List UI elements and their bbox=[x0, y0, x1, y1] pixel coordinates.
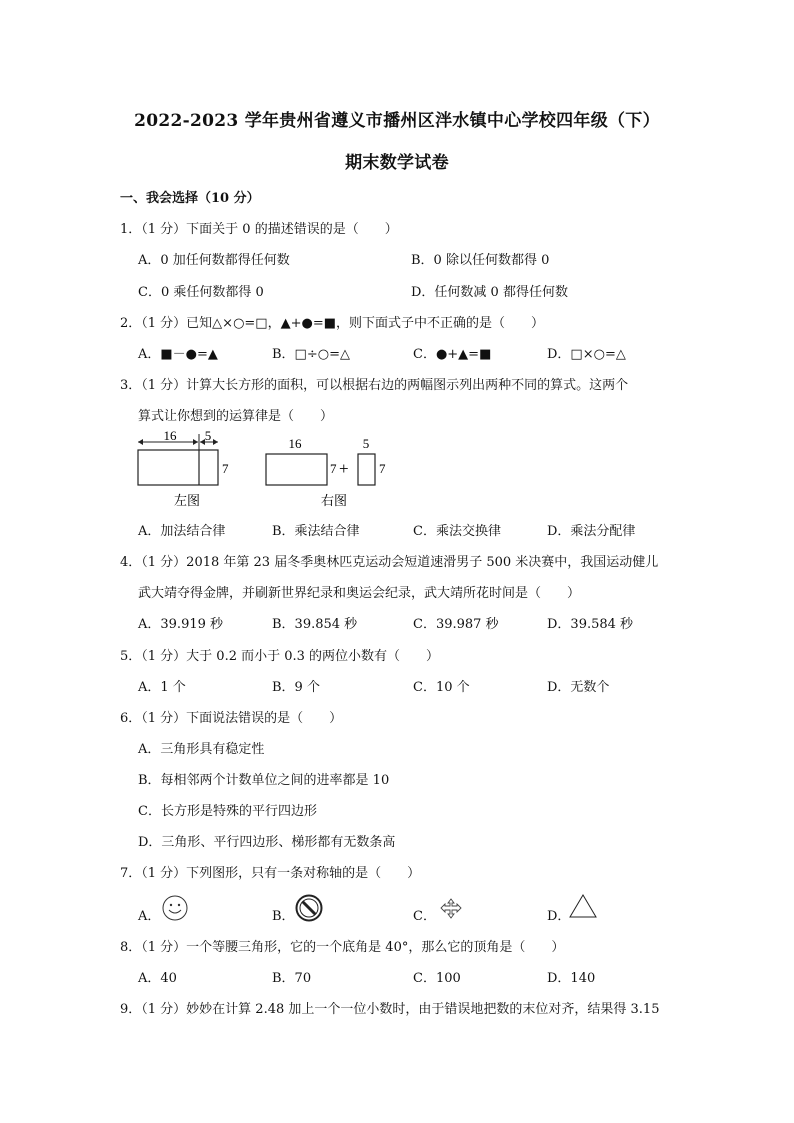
right-figure bbox=[266, 436, 386, 509]
q6-option-c: C．长方形是特殊的平行四边形 bbox=[138, 804, 317, 819]
q2-option-c: C．●+▲=■ bbox=[413, 347, 492, 362]
left-caption: 左图 bbox=[173, 494, 201, 509]
rect-16-by-7 bbox=[266, 454, 327, 485]
right-caption: 右图 bbox=[320, 494, 348, 509]
q7-option-a: A． bbox=[138, 909, 161, 924]
q5-option-b: B．9 个 bbox=[272, 680, 320, 695]
left-side-label-7: 7 bbox=[222, 461, 229, 476]
exam-title-line1: 2022-2023 学年贵州省遵义市播州区泮水镇中心学校四年级（下） bbox=[134, 111, 660, 131]
plus-sign: + bbox=[339, 459, 349, 478]
arrow-head bbox=[138, 439, 143, 445]
question-7-stem: 7．（1 分）下列图形，只有一条对称轴的是（ ） bbox=[120, 866, 421, 881]
q4-option-d: D．39.584 秒 bbox=[547, 617, 634, 632]
big-rectangle bbox=[138, 450, 218, 485]
q6-option-b: B．每相邻两个计数单位之间的进率都是 10 bbox=[138, 773, 390, 788]
rectangle-area-figure bbox=[130, 428, 400, 513]
q8-option-c: C．100 bbox=[413, 971, 461, 986]
question-2-stem: 2．（1 分）已知△×○=□，▲+●=■，则下面式子中不正确的是（ ） bbox=[120, 316, 544, 331]
arrow-head bbox=[193, 439, 198, 445]
q6-option-d: D．三角形、平行四边形、梯形都有无数条高 bbox=[138, 835, 396, 850]
q3-option-b: B．乘法结合律 bbox=[272, 524, 360, 539]
q3-option-d: D．乘法分配律 bbox=[547, 524, 636, 539]
cross-ornament-icon bbox=[436, 893, 466, 923]
q7-option-d: D． bbox=[547, 909, 571, 924]
q6-option-a: A．三角形具有稳定性 bbox=[138, 742, 265, 757]
q8-option-a: A．40 bbox=[138, 971, 177, 986]
q3-option-a: A．加法结合律 bbox=[138, 524, 226, 539]
q2-option-a: A．■－●=▲ bbox=[138, 347, 218, 362]
q5-option-d: D．无数个 bbox=[547, 680, 610, 695]
q4-option-a: A．39.919 秒 bbox=[138, 617, 224, 632]
question-5-stem: 5．（1 分）大于 0.2 而小于 0.3 的两位小数有（ ） bbox=[120, 649, 440, 664]
q4-option-b: B．39.854 秒 bbox=[272, 617, 358, 632]
right-side-label-7a: 7 bbox=[330, 461, 337, 476]
left-figure bbox=[138, 428, 229, 509]
right-side-label-7b: 7 bbox=[379, 461, 386, 476]
q2-option-b: B．□÷○=△ bbox=[272, 347, 350, 362]
q1-option-d: D．任何数减 0 都得任何数 bbox=[411, 285, 568, 300]
q7-option-b: B． bbox=[272, 909, 295, 924]
arrow-head bbox=[213, 439, 218, 445]
q4-option-c: C．39.987 秒 bbox=[413, 617, 499, 632]
section-heading: 一、我会选择（10 分） bbox=[120, 191, 260, 206]
q3-option-c: C．乘法交换律 bbox=[413, 524, 501, 539]
left-top-label-5: 5 bbox=[204, 428, 212, 443]
question-3-stem-line2: 算式让你想到的运算律是（ ） bbox=[138, 409, 334, 424]
q7-option-c: C． bbox=[413, 909, 436, 924]
q8-option-b: B．70 bbox=[272, 971, 312, 986]
q1-option-c: C．0 乘任何数都得 0 bbox=[138, 285, 264, 300]
q5-option-a: A．1 个 bbox=[138, 680, 186, 695]
question-4-stem-line1: 4．（1 分）2018 年第 23 届冬季奥林匹克运动会短道速滑男子 500 米决赛中，我国运动健儿 bbox=[120, 555, 659, 570]
rect-5-by-7 bbox=[358, 454, 375, 485]
exam-title-line2: 期末数学试卷 bbox=[345, 153, 449, 173]
right-top-label-5: 5 bbox=[362, 436, 370, 451]
left-top-label-16: 16 bbox=[163, 428, 177, 443]
q5-option-c: C．10 个 bbox=[413, 680, 470, 695]
question-3-stem-line1: 3．（1 分）计算大长方形的面积，可以根据右边的两幅图示列出两种不同的算式。这两个 bbox=[120, 378, 629, 393]
question-6-stem: 6．（1 分）下面说法错误的是（ ） bbox=[120, 711, 343, 726]
smiley-face-icon bbox=[160, 893, 190, 923]
right-top-label-16: 16 bbox=[288, 436, 302, 451]
triangle-icon bbox=[568, 893, 598, 919]
q1-option-a: A．0 加任何数都得任何数 bbox=[138, 253, 290, 268]
question-4-stem-line2: 武大靖夺得金牌，并刷新世界纪录和奥运会纪录，武大靖所花时间是（ ） bbox=[138, 586, 581, 601]
q2-option-d: D．□×○=△ bbox=[547, 347, 626, 362]
question-9-stem: 9．（1 分）妙妙在计算 2.48 加上一个一位小数时，由于错误地把数的末位对齐，结果得 3.15 bbox=[120, 1002, 660, 1017]
q8-option-d: D．140 bbox=[547, 971, 596, 986]
question-1-stem: 1．（1 分）下面关于 0 的描述错误的是（ ） bbox=[120, 222, 398, 237]
question-8-stem: 8．（1 分）一个等腰三角形，它的一个底角是 40°，那么它的顶角是（ ） bbox=[120, 940, 565, 955]
no-entry-sign-icon bbox=[294, 893, 324, 923]
q1-option-b: B．0 除以任何数都得 0 bbox=[411, 253, 550, 268]
